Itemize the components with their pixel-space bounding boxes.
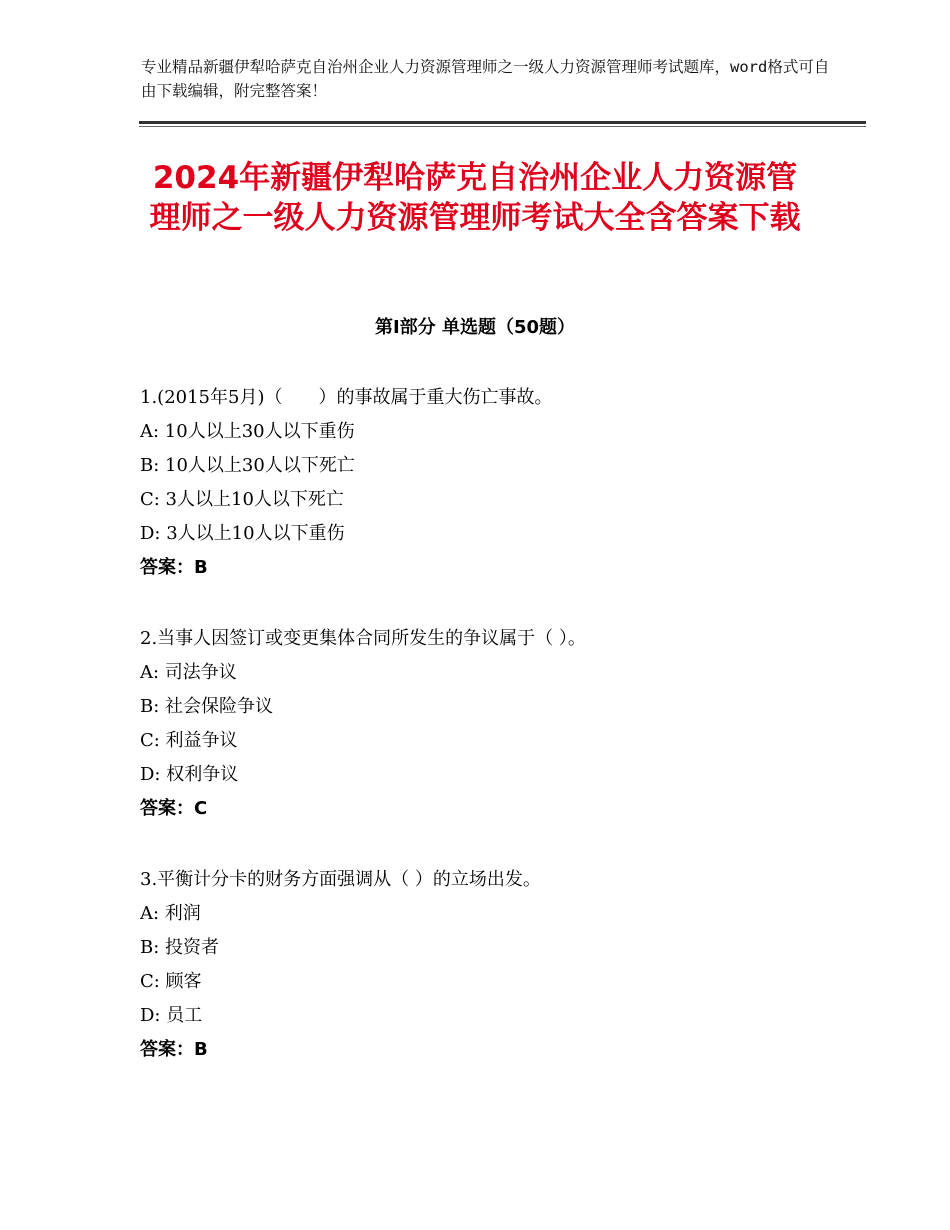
question-stem: 1.(2015年5月)（ ）的事故属于重大伤亡事故。 <box>140 387 553 408</box>
question-list <box>140 381 830 1104</box>
section-title: 第Ⅰ部分 单选题（50题） <box>374 317 575 338</box>
option-a: A: 司法争议 <box>140 662 237 683</box>
header-note: 专业精品新疆伊犁哈萨克自治州企业人力资源管理师之一级人力资源管理师考试题库，word格式可自由下载编辑，附完整答案！ <box>141 58 830 100</box>
header-divider-thick <box>139 121 866 124</box>
option-a: A: 10人以上30人以下重伤 <box>140 421 355 442</box>
option-d: D: 员工 <box>140 1005 203 1026</box>
option-b: B: 社会保险争议 <box>140 696 274 717</box>
document-title: 2024年新疆伊犁哈萨克自治州企业人力资源管理师之一级人力资源管理师考试大全含答案下载 <box>149 160 801 236</box>
question-3 <box>140 863 830 1067</box>
option-c: C: 顾客 <box>140 971 202 992</box>
option-b: B: 投资者 <box>140 937 220 958</box>
option-b: B: 10人以上30人以下死亡 <box>140 455 355 476</box>
question-1 <box>140 381 830 585</box>
question-stem: 2.当事人因签订或变更集体合同所发生的争议属于（ ）。 <box>140 628 586 649</box>
question-stem: 3.平衡计分卡的财务方面强调从（ ）的立场出发。 <box>140 869 541 890</box>
answer-label: 答案：B <box>140 1039 208 1060</box>
answer-label: 答案：C <box>140 798 208 819</box>
answer-label: 答案：B <box>140 557 208 578</box>
option-c: C: 3人以上10人以下死亡 <box>140 489 344 510</box>
question-2 <box>140 622 830 826</box>
header-divider-thin <box>139 126 866 127</box>
option-d: D: 3人以上10人以下重伤 <box>140 523 345 544</box>
option-a: A: 利润 <box>140 903 201 924</box>
option-d: D: 权利争议 <box>140 764 239 785</box>
option-c: C: 利益争议 <box>140 730 238 751</box>
